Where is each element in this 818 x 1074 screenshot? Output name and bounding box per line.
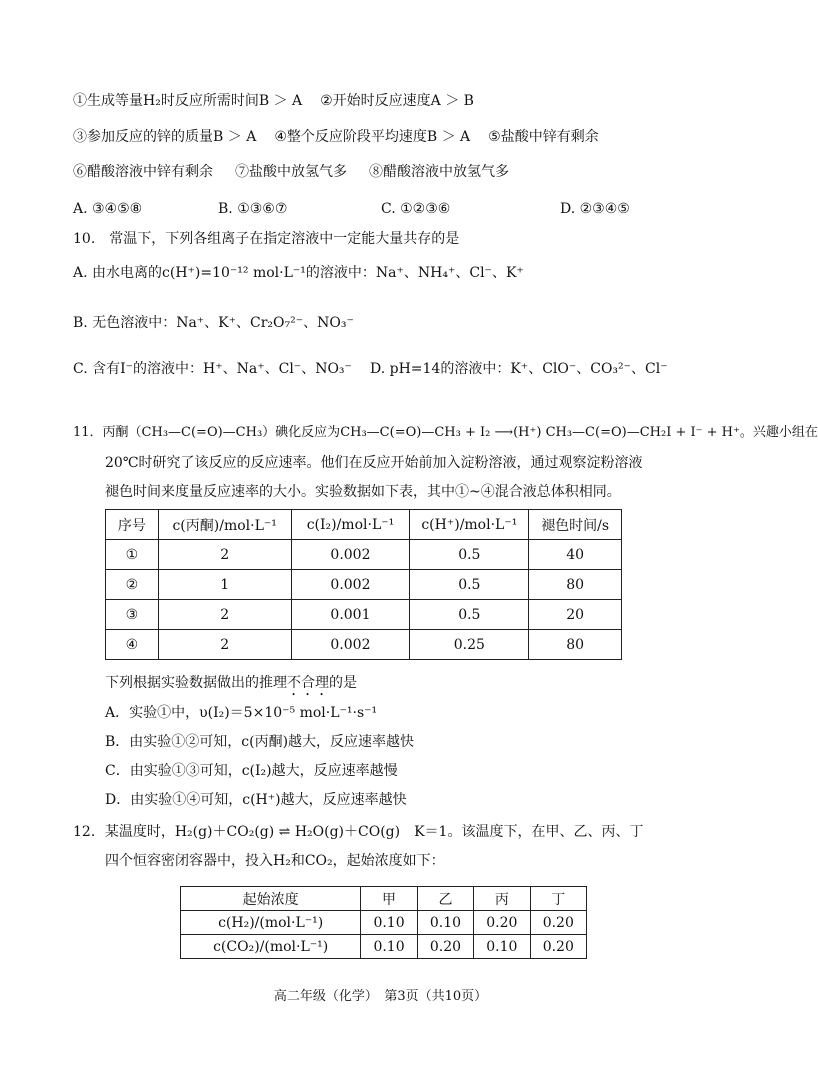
q11-lead-line	[73, 423, 818, 443]
table-cell: c(CO₂)/(mol·L⁻¹)	[181, 935, 361, 959]
table-header-cell: c(丙酮)/mol·L⁻¹	[158, 510, 291, 540]
option-6: ⑥醋酸溶液中锌有剩余	[73, 164, 213, 180]
table-cell: 0.001	[291, 600, 410, 630]
table-header-cell: c(I₂)/mol·L⁻¹	[291, 510, 410, 540]
table-row	[181, 935, 587, 959]
table-header-cell: c(H⁺)/mol·L⁻¹	[410, 510, 529, 540]
option-4: ④整个反应阶段平均速度B ＞ A	[274, 129, 471, 145]
q11-question	[105, 673, 357, 699]
option-7: ⑦盐酸中放氢气多	[235, 164, 347, 180]
table-cell: c(H₂)/(mol·L⁻¹)	[181, 911, 361, 935]
table-cell: 0.10	[474, 935, 530, 959]
q11-reaction: CH₃—C(=O)—CH₃ + I₂ ⟶(H⁺) CH₃—C(=O)—CH₂I + I⁻ + H⁺	[340, 425, 740, 440]
answer-c: C. ①②③⑥	[381, 201, 451, 217]
table-row	[106, 600, 622, 630]
table-cell: ①	[106, 540, 159, 570]
table-header-cell: 序号	[106, 510, 159, 540]
table-header-cell: 丁	[530, 887, 586, 911]
table-cell: 0.10	[361, 911, 417, 935]
table-cell: 0.5	[410, 540, 529, 570]
table-header-row	[106, 510, 622, 540]
q11-line3: 褪色时间来度量反应速率的大小。实验数据如下表，其中①~④混合液总体积相同。	[105, 484, 621, 500]
q11-line2: 20℃时研究了该反应的反应速率。他们在反应开始前加入淀粉溶液，通过观察淀粉溶液	[105, 455, 643, 471]
table-header-row	[181, 887, 587, 911]
option-row-3	[73, 162, 509, 182]
q11-question-post: 的是	[329, 675, 357, 691]
q11-option-b: B．由实验①②可知，c(丙酮)越大，反应速率越快	[105, 734, 415, 750]
option-row-2	[73, 127, 599, 147]
q10-option-a: A. 由水电离的c(H⁺)=10⁻¹² mol·L⁻¹的溶液中：Na⁺、NH₄⁺、Cl⁻、K⁺	[73, 265, 524, 281]
table-header-cell: 起始浓度	[181, 887, 361, 911]
table-row	[106, 570, 622, 600]
q11-data-table	[105, 509, 622, 660]
table-cell: 0.20	[474, 911, 530, 935]
q12-line1: 12．某温度时，H₂(g)＋CO₂(g) ⇌ H₂O(g)＋CO(g) K＝1。该温度下，在甲、乙、丙、丁	[73, 824, 644, 840]
q11-lead-tail: 。兴趣小组在	[739, 425, 818, 440]
answer-d: D. ②③④⑤	[560, 201, 630, 217]
table-cell: 0.20	[530, 935, 586, 959]
table-cell: 20	[529, 600, 622, 630]
q12-line2: 四个恒容密闭容器中，投入H₂和CO₂，起始浓度如下：	[105, 853, 445, 869]
q11-option-c: C．由实验①③可知，c(I₂)越大，反应速率越慢	[105, 763, 398, 779]
table-cell: 2	[158, 630, 291, 660]
answer-a: A. ③④⑤⑧	[73, 201, 143, 217]
option-8: ⑧醋酸溶液中放氢气多	[369, 164, 509, 180]
table-cell: 40	[529, 540, 622, 570]
q10-option-d: D. pH=14的溶液中：K⁺、ClO⁻、CO₃²⁻、Cl⁻	[370, 361, 668, 377]
table-cell: ③	[106, 600, 159, 630]
table-cell: 2	[158, 600, 291, 630]
q12-concentration-table	[180, 886, 587, 959]
option-5: ⑤盐酸中锌有剩余	[488, 129, 599, 145]
answer-b: B. ①③⑥⑦	[218, 201, 288, 217]
q11-option-d: D．由实验①④可知，c(H⁺)越大，反应速率越快	[105, 792, 407, 808]
table-cell: 0.002	[291, 630, 410, 660]
table-header-cell: 甲	[361, 887, 417, 911]
table-cell: ④	[106, 630, 159, 660]
q11-question-pre: 下列根据实验数据做出的推理	[105, 675, 287, 691]
option-2: ②开始时反应速度A ＞ B	[320, 93, 474, 109]
table-cell: 0.5	[410, 600, 529, 630]
q11-option-a: A．实验①中，υ(I₂)＝5×10⁻⁵ mol·L⁻¹·s⁻¹	[105, 705, 378, 721]
table-cell: 0.002	[291, 540, 410, 570]
table-cell: 0.002	[291, 570, 410, 600]
table-cell: 80	[529, 570, 622, 600]
q10-option-b: B. 无色溶液中：Na⁺、K⁺、Cr₂O₇²⁻、NO₃⁻	[73, 315, 354, 331]
option-3: ③参加反应的锌的质量B ＞ A	[73, 129, 257, 145]
table-row	[106, 540, 622, 570]
q11-lead: 11．丙酮（CH₃—C(=O)—CH₃）碘化反应为	[73, 425, 341, 440]
page-footer: 高二年级（化学） 第3页（共10页）	[273, 989, 488, 1004]
table-cell: 0.25	[410, 630, 529, 660]
table-cell: 0.5	[410, 570, 529, 600]
option-1: ①生成等量H₂时反应所需时间B ＞ A	[73, 93, 303, 109]
q10-option-c: C. 含有I⁻的溶液中：H⁺、Na⁺、Cl⁻、NO₃⁻	[73, 361, 352, 377]
option-row-1	[73, 91, 474, 111]
table-cell: ②	[106, 570, 159, 600]
table-row	[106, 630, 622, 660]
table-cell: 1	[158, 570, 291, 600]
table-header-cell: 乙	[417, 887, 473, 911]
table-row	[181, 911, 587, 935]
table-cell: 2	[158, 540, 291, 570]
table-cell: 0.10	[417, 911, 473, 935]
q11-question-emphasis: 不合理	[287, 675, 329, 691]
table-header-cell: 丙	[474, 887, 530, 911]
table-cell: 0.20	[530, 911, 586, 935]
table-header-cell: 褪色时间/s	[529, 510, 622, 540]
table-cell: 0.10	[361, 935, 417, 959]
table-cell: 80	[529, 630, 622, 660]
table-cell: 0.20	[417, 935, 473, 959]
q10-stem: 10. 常温下，下列各组离子在指定溶液中一定能大量共存的是	[73, 231, 460, 247]
